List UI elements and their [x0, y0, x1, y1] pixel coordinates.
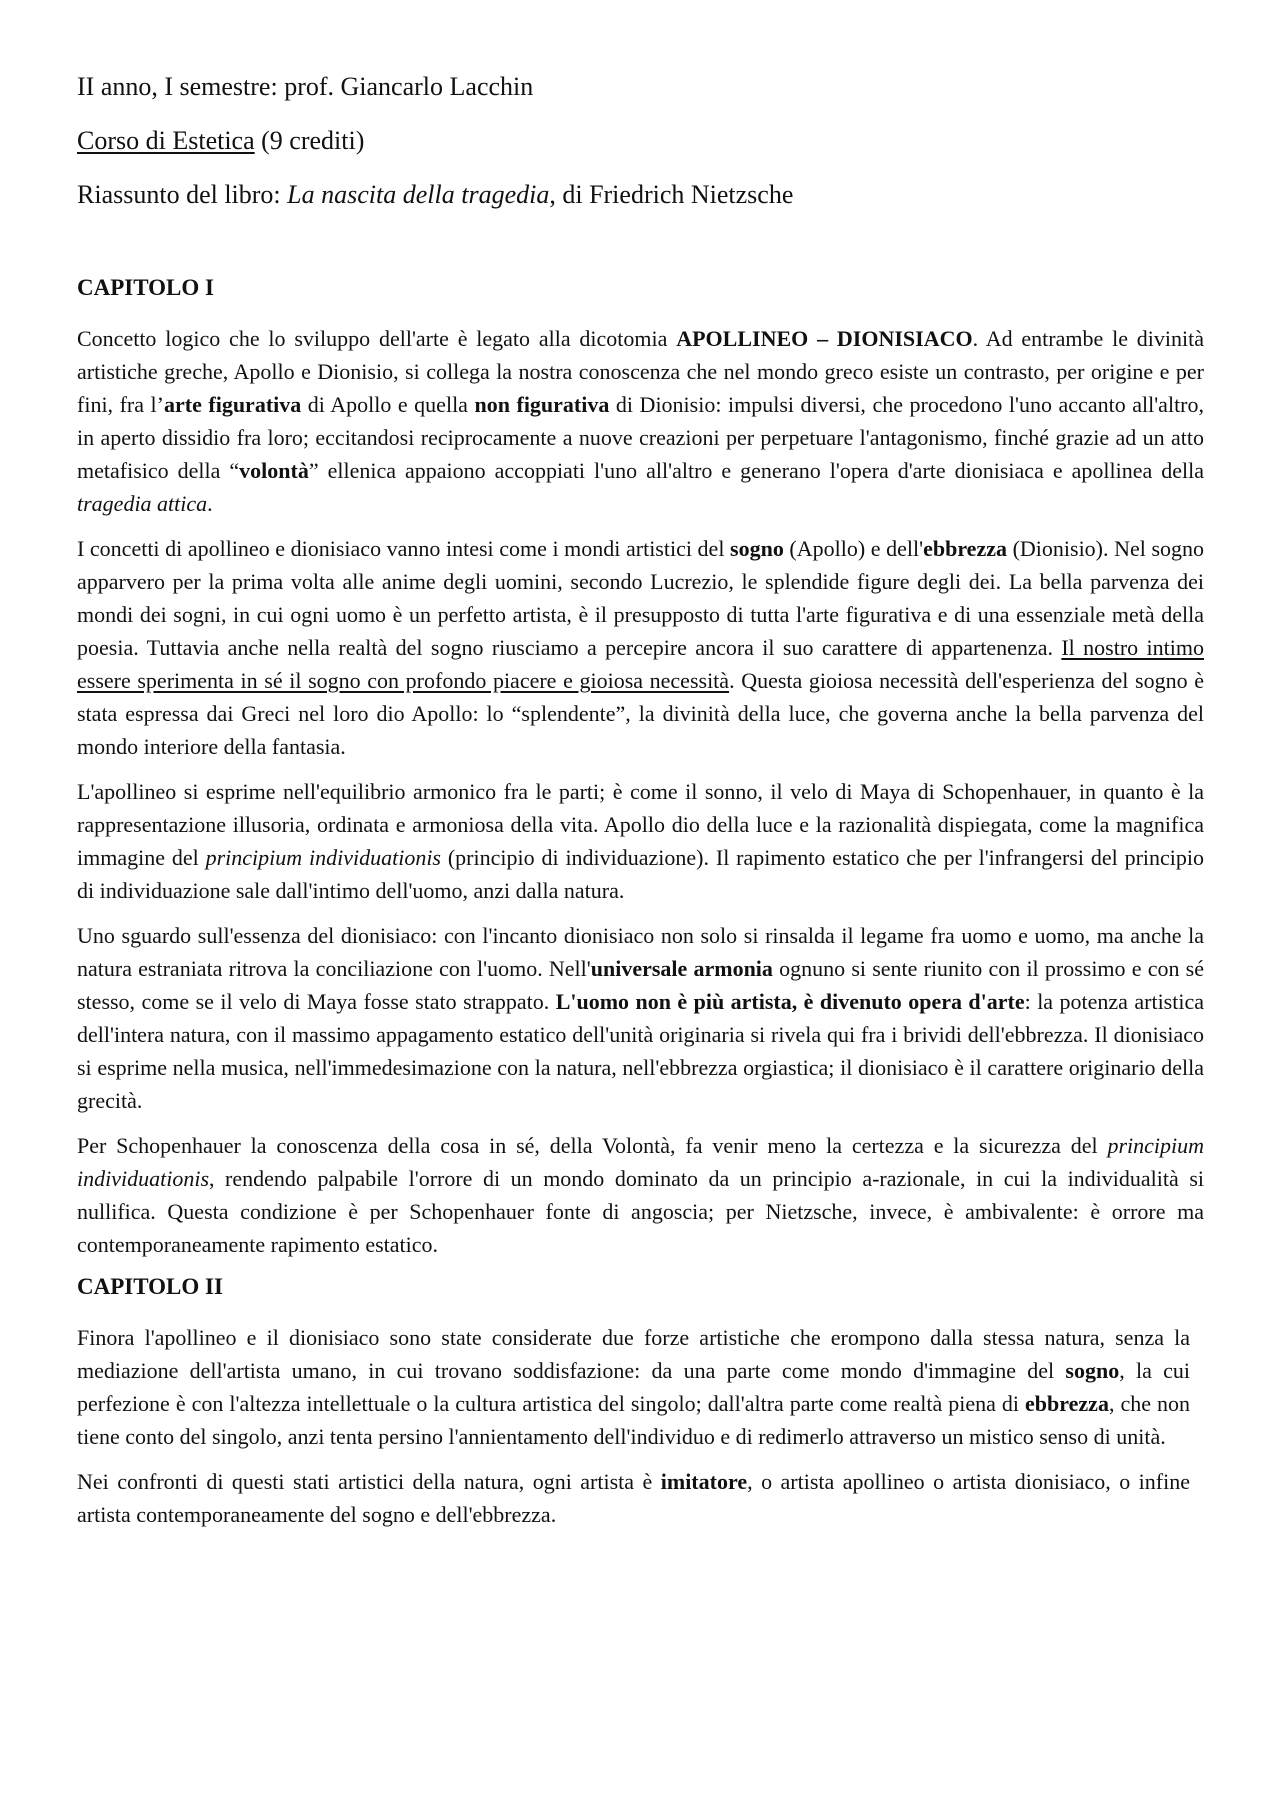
course-year-line: II anno, I semestre: prof. Giancarlo Lacchin	[77, 72, 534, 101]
chapter-2-paragraph-1: Finora l'apollineo e il dionisiaco sono state considerate due forze artistiche che erompono dalla stessa natura, senza la mediazione dell'artista umano, in cui trovano soddisfazione: da una parte come mondo d'immagine del sogno, la cui perfezione è con l'altezza intellettuale o la cultura artistica del singolo; dall'altra parte come realtà piena di ebbrezza, che non tiene conto del singolo, anzi tenta persino l'annientamento dell'individuo e di redimerlo attraverso un mistico senso di unità.	[77, 1325, 1190, 1449]
chapter-1-paragraph-1: Concetto logico che lo sviluppo dell'arte è legato alla dicotomia APOLLINEO – DIONISIACO. Ad entrambe le divinità artistiche greche, Apollo e Dionisio, si collega la nostra conoscenza che nel mondo greco esiste un contrasto, per origine e per fini, fra l’arte figurativa di Apollo e quella non figurativa di Dionisio: impulsi diversi, che procedono l'uno accanto all'altro, in aperto dissidio fra loro; eccitandosi reciprocamente a nuove creazioni per perpetuare l'antagonismo, finché grazie ad un atto metafisico della “volontà” ellenica appaiono accoppiati l'uno all'altro e generano l'opera d'arte dionisiaca e apollinea della tragedia attica.	[77, 326, 1205, 516]
chapter-2-paragraph-2: Nei confronti di questi stati artistici della natura, ogni artista è imitatore, o artista apollineo o artista dionisiaco, o infine artista contemporaneamente del sogno e dell'ebbrezza.	[77, 1469, 1190, 1527]
chapter-1-paragraph-4: Uno sguardo sull'essenza del dionisiaco: con l'incanto dionisiaco non solo si rinsalda il legame fra uomo e uomo, ma anche la natura estraniata ritrova la conciliazione con l'uomo. Nell'universale armonia ognuno si sente riunito con il prossimo e con sé stesso, come se il velo di Maya fosse stato strappato. L'uomo non è più artista, è divenuto opera d'arte: la potenza artistica dell'intera natura, con il massimo appagamento estatico dell'unità originaria si rivela qui fra i brividi dell'ebbrezza. Il dionisiaco si esprime nella musica, nell'immedesimazione con la natura, nell'ebbrezza orgiastica; il dionisiaco è il carattere originario della grecità.	[77, 923, 1204, 1113]
course-name: Corso di Estetica	[77, 126, 255, 155]
book-summary-line: Riassunto del libro: La nascita della tragedia, di Friedrich Nietzsche	[77, 180, 794, 209]
document-page	[77, 70, 1204, 1543]
book-title: La nascita della tragedia	[287, 180, 550, 209]
chapter-1-paragraph-3: L'apollineo si esprime nell'equilibrio armonico fra le parti; è come il sonno, il velo di Maya di Schopenhauer, in quanto è la rappresentazione illusoria, ordinata e armoniosa della vita. Apollo dio della luce e la razionalità dispiegata, come la magnifica immagine del principium individuationis (principio di individuazione). Il rapimento estatico che per l'infrangersi del principio di individuazione sale dall'intimo dell'uomo, anzi dalla natura.	[77, 779, 1204, 903]
course-credits: (9 crediti)	[254, 126, 365, 155]
chapter-1-title: CAPITOLO I	[77, 275, 214, 300]
underlined-passage: Il nostro intimo essere sperimenta in sé il sogno con profondo piacere e gioiosa necessità	[77, 635, 1204, 693]
chapter-1-paragraph-5: Per Schopenhauer la conoscenza della cosa in sé, della Volontà, fa venir meno la certezza e la sicurezza del principium individuationis, rendendo palpabile l'orrore di un mondo dominato da un principio a-razionale, in cui la individualità si nullifica. Questa condizione è per Schopenhauer fonte di angoscia; per Nietzsche, invece, è ambivalente: è orrore ma contemporaneamente rapimento estatico.	[77, 1133, 1204, 1257]
course-line	[77, 124, 1204, 158]
chapter-1-paragraph-2: I concetti di apollineo e dionisiaco vanno intesi come i mondi artistici del sogno (Apollo) e dell'ebbrezza (Dionisio). Nel sogno apparvero per la prima volta alle anime degli uomini, secondo Lucrezio, le splendide figure degli dei. La bella parvenza dei mondi dei sogni, in cui ogni uomo è un perfetto artista, è il presupposto di tutta l'arte figurativa e di una essenziale metà della poesia. Tuttavia anche nella realtà del sogno riusciamo a percepire ancora il suo carattere di appartenenza. Il nostro intimo essere sperimenta in sé il sogno con profondo piacere e gioiosa necessità. Questa gioiosa necessità dell'esperienza del sogno è stata espressa dai Greci nel loro dio Apollo: lo “splendente”, la divinità della luce, che governa anche la bella parvenza del mondo interiore della fantasia.	[77, 536, 1205, 759]
chapter-2-title: CAPITOLO II	[77, 1274, 223, 1299]
